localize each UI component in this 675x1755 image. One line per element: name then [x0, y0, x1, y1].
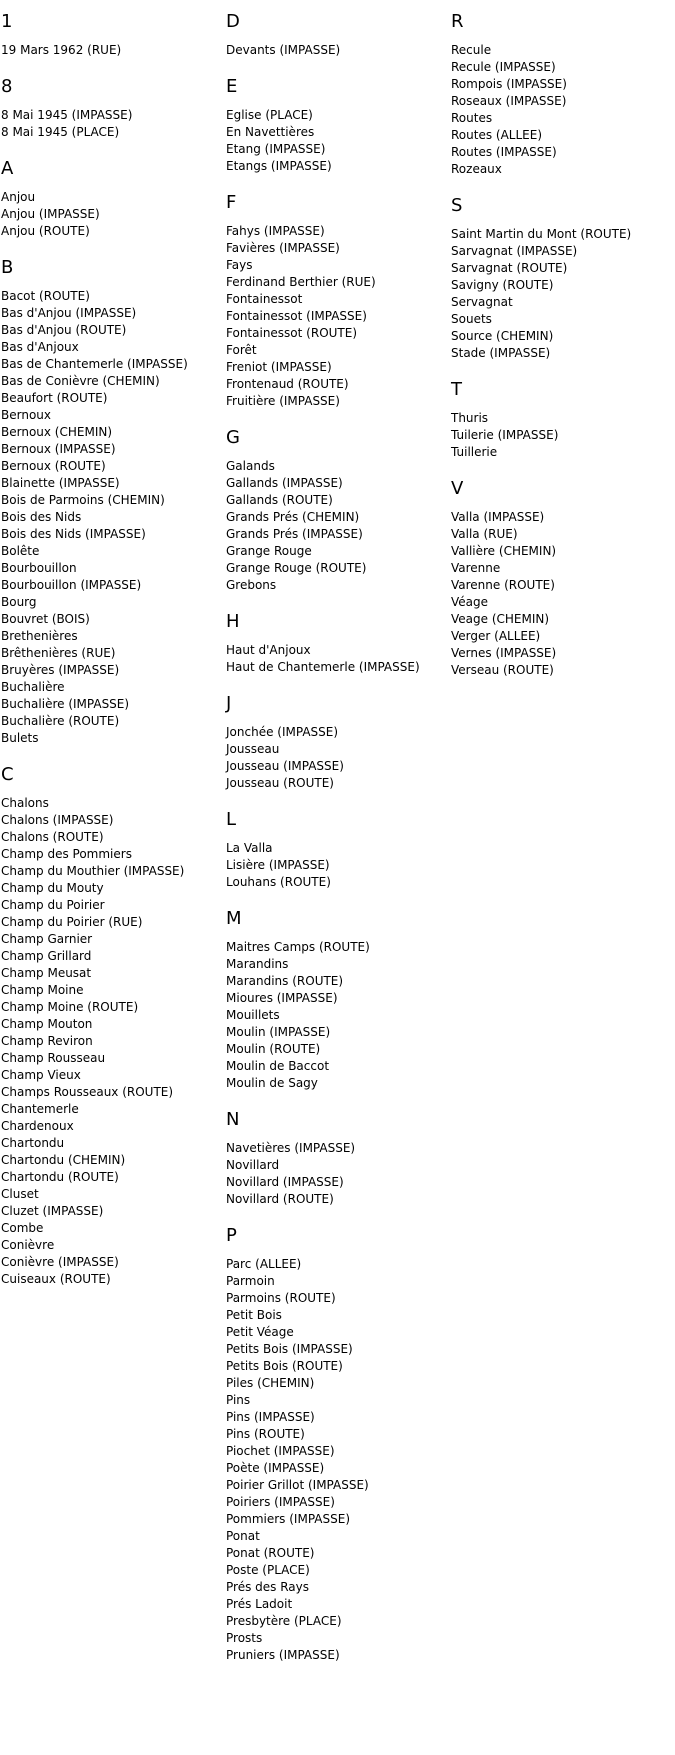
street-list — [451, 42, 671, 178]
street-link[interactable]: Eglise (PLACE) — [226, 108, 313, 122]
street-link[interactable]: Lisière (IMPASSE) — [226, 858, 330, 872]
street-link[interactable]: Source (CHEMIN) — [451, 329, 554, 343]
street-link[interactable]: Moulin de Sagy — [226, 1076, 318, 1090]
street-link[interactable]: Champ Rousseau — [1, 1051, 106, 1065]
street-link[interactable]: Bois de Parmoins (CHEMIN) — [1, 493, 165, 507]
street-link[interactable]: Bas de Chantemerle (IMPASSE) — [1, 357, 188, 371]
street-link[interactable]: Poète (IMPASSE) — [226, 1461, 325, 1475]
street-link[interactable]: Combe — [1, 1221, 44, 1235]
street-link[interactable]: Prés Ladoit — [226, 1597, 293, 1611]
street-link[interactable]: Routes (IMPASSE) — [451, 145, 557, 159]
street-link[interactable]: Buchalière (ROUTE) — [1, 714, 120, 728]
street-link[interactable]: Bourbouillon (IMPASSE) — [1, 578, 142, 592]
street-list — [226, 840, 446, 891]
street-list — [1, 107, 221, 141]
street-link[interactable]: Cluzet (IMPASSE) — [1, 1204, 104, 1218]
street-link[interactable]: Chantemerle — [1, 1102, 79, 1116]
letter-group — [451, 378, 671, 461]
street-link[interactable]: Louhans (ROUTE) — [226, 875, 331, 889]
street-link[interactable]: Veage (CHEMIN) — [451, 612, 550, 626]
letter-group — [1, 256, 221, 747]
street-list — [226, 1140, 446, 1208]
street-link[interactable]: Souets — [451, 312, 492, 326]
street-link[interactable]: Champ du Mouthier (IMPASSE) — [1, 864, 185, 878]
street-link[interactable]: Gallands (ROUTE) — [226, 493, 333, 507]
street-link[interactable]: Petit Véage — [226, 1325, 294, 1339]
street-link[interactable]: Pommiers (IMPASSE) — [226, 1512, 350, 1526]
street-list — [226, 223, 446, 410]
street-link[interactable]: Bolête — [1, 544, 40, 558]
street-link[interactable]: Brêthenières (RUE) — [1, 646, 116, 660]
street-list — [226, 642, 446, 676]
street-link[interactable]: Bernoux (IMPASSE) — [1, 442, 116, 456]
street-link[interactable]: Champ Moine — [1, 983, 84, 997]
street-link[interactable]: Bacot (ROUTE) — [1, 289, 90, 303]
letter-group — [1, 75, 221, 141]
street-link[interactable]: Bouvret (BOIS) — [1, 612, 90, 626]
letter-heading: R — [451, 11, 464, 32]
street-link[interactable]: Pruniers (IMPASSE) — [226, 1648, 340, 1662]
street-link[interactable]: Chalons — [1, 796, 49, 810]
street-link[interactable]: Buchalière (IMPASSE) — [1, 697, 130, 711]
street-link[interactable]: Stade (IMPASSE) — [451, 346, 551, 360]
street-link[interactable]: Frontenaud (ROUTE) — [226, 377, 349, 391]
street-link[interactable]: Chartondu (ROUTE) — [1, 1170, 119, 1184]
street-list — [451, 509, 671, 679]
street-link[interactable]: Poiriers (IMPASSE) — [226, 1495, 335, 1509]
letter-group — [226, 426, 446, 594]
street-link[interactable]: Grange Rouge — [226, 544, 312, 558]
street-link[interactable]: Cluset — [1, 1187, 39, 1201]
street-link[interactable]: Bernoux (ROUTE) — [1, 459, 106, 473]
street-link[interactable]: Conièvre (IMPASSE) — [1, 1255, 119, 1269]
street-link[interactable]: Routes (ALLEE) — [451, 128, 543, 142]
street-link[interactable]: Grands Prés (IMPASSE) — [226, 527, 363, 541]
street-link[interactable]: Navetières (IMPASSE) — [226, 1141, 356, 1155]
letter-heading: L — [226, 809, 237, 830]
street-link[interactable]: Maitres Camps (ROUTE) — [226, 940, 370, 954]
street-link[interactable]: Favières (IMPASSE) — [226, 241, 340, 255]
letter-heading: T — [451, 379, 462, 400]
street-link[interactable]: 8 Mai 1945 (PLACE) — [1, 125, 120, 139]
street-link[interactable]: Galands — [226, 459, 275, 473]
street-list — [226, 724, 446, 792]
street-link[interactable]: En Navettières — [226, 125, 315, 139]
street-link[interactable]: Etangs (IMPASSE) — [226, 159, 332, 173]
street-link[interactable]: Champ Moine (ROUTE) — [1, 1000, 139, 1014]
street-link[interactable]: La Valla — [226, 841, 273, 855]
street-link[interactable]: Champ Vieux — [1, 1068, 81, 1082]
letter-group — [226, 907, 446, 1092]
street-link[interactable]: Forêt — [226, 343, 257, 357]
letter-heading: J — [226, 693, 232, 714]
street-link[interactable]: Champ du Poirier (RUE) — [1, 915, 143, 929]
letter-heading: S — [451, 195, 463, 216]
street-link[interactable]: Chalons (IMPASSE) — [1, 813, 114, 827]
letter-heading: B — [1, 257, 14, 278]
street-link[interactable]: Novillard (ROUTE) — [226, 1192, 334, 1206]
street-link[interactable]: Pins (ROUTE) — [226, 1427, 305, 1441]
street-link[interactable]: Buchalière — [1, 680, 65, 694]
letter-group — [226, 191, 446, 410]
street-list — [226, 939, 446, 1092]
street-link[interactable]: Tuillerie — [451, 445, 498, 459]
letter-heading: E — [226, 76, 238, 97]
street-list — [1, 288, 221, 747]
street-link[interactable]: Marandins — [226, 957, 289, 971]
street-list — [451, 410, 671, 461]
letter-heading: M — [226, 908, 242, 929]
street-link[interactable]: Champ des Pommiers — [1, 847, 132, 861]
letter-heading: G — [226, 427, 240, 448]
street-link[interactable]: Bas d'Anjoux — [1, 340, 79, 354]
index-column-2 — [226, 10, 446, 1680]
street-link[interactable]: Bruyères (IMPASSE) — [1, 663, 120, 677]
letter-heading: 1 — [1, 11, 13, 32]
letter-heading: P — [226, 1225, 237, 1246]
street-link[interactable]: Novillard — [226, 1158, 280, 1172]
street-link[interactable]: Valla (IMPASSE) — [451, 510, 545, 524]
letter-group — [1, 10, 221, 59]
street-link[interactable]: Prosts — [226, 1631, 263, 1645]
index-column-1 — [1, 10, 221, 1304]
street-link[interactable]: Champ Garnier — [1, 932, 93, 946]
street-link[interactable]: Bois des Nids — [1, 510, 82, 524]
street-link[interactable]: Blainette (IMPASSE) — [1, 476, 120, 490]
street-link[interactable]: Petit Bois — [226, 1308, 282, 1322]
street-link[interactable]: Fontainessot (ROUTE) — [226, 326, 358, 340]
street-link[interactable]: Brethenières — [1, 629, 78, 643]
street-link[interactable]: Pins (IMPASSE) — [226, 1410, 315, 1424]
street-link[interactable]: Valla (RUE) — [451, 527, 518, 541]
street-link[interactable]: Moulin de Baccot — [226, 1059, 330, 1073]
street-link[interactable]: Véage — [451, 595, 489, 609]
street-link[interactable]: Petits Bois (ROUTE) — [226, 1359, 343, 1373]
street-link[interactable]: 19 Mars 1962 (RUE) — [1, 43, 122, 57]
street-link[interactable]: Chardenoux — [1, 1119, 74, 1133]
street-link[interactable]: Freniot (IMPASSE) — [226, 360, 332, 374]
street-link[interactable]: Prés des Rays — [226, 1580, 309, 1594]
street-link[interactable]: Conièvre — [1, 1238, 55, 1252]
street-link[interactable]: Rozeaux — [451, 162, 502, 176]
street-link[interactable]: Poirier Grillot (IMPASSE) — [226, 1478, 369, 1492]
street-link[interactable]: Servagnat — [451, 295, 513, 309]
street-link[interactable]: Bois des Nids (IMPASSE) — [1, 527, 146, 541]
street-link[interactable]: Beaufort (ROUTE) — [1, 391, 108, 405]
street-link[interactable]: Haut de Chantemerle (IMPASSE) — [226, 660, 420, 674]
street-link[interactable]: Bulets — [1, 731, 39, 745]
street-link[interactable]: Mouillets — [226, 1008, 280, 1022]
street-list — [226, 458, 446, 594]
street-link[interactable]: Chartondu — [1, 1136, 65, 1150]
street-link[interactable]: Champ du Mouty — [1, 881, 104, 895]
street-link[interactable]: Verseau (ROUTE) — [451, 663, 554, 677]
street-link[interactable]: Fontainessot — [226, 292, 303, 306]
street-list — [226, 107, 446, 175]
street-link[interactable]: Haut d'Anjoux — [226, 643, 311, 657]
street-link[interactable]: Anjou — [1, 190, 36, 204]
street-link[interactable]: Verger (ALLEE) — [451, 629, 541, 643]
street-link[interactable]: Bourg — [1, 595, 37, 609]
street-link[interactable]: Saint Martin du Mont (ROUTE) — [451, 227, 632, 241]
street-link[interactable]: Anjou (IMPASSE) — [1, 207, 100, 221]
street-link[interactable]: Champ Reviron — [1, 1034, 93, 1048]
street-link[interactable]: Bas d'Anjou (ROUTE) — [1, 323, 127, 337]
letter-group — [1, 763, 221, 1288]
street-link[interactable]: Marandins (ROUTE) — [226, 974, 344, 988]
letter-heading: F — [226, 192, 237, 213]
street-link[interactable]: Fontainessot (IMPASSE) — [226, 309, 367, 323]
street-link[interactable]: Tuilerie (IMPASSE) — [451, 428, 559, 442]
street-link[interactable]: Mioures (IMPASSE) — [226, 991, 338, 1005]
letter-heading: D — [226, 11, 240, 32]
street-link[interactable]: Champ du Poirier — [1, 898, 105, 912]
street-link[interactable]: Moulin (ROUTE) — [226, 1042, 321, 1056]
street-link[interactable]: Chalons (ROUTE) — [1, 830, 104, 844]
street-link[interactable]: Grebons — [226, 578, 277, 592]
street-link[interactable]: Routes — [451, 111, 493, 125]
street-list — [1, 42, 221, 59]
street-link[interactable]: Roseaux (IMPASSE) — [451, 94, 567, 108]
street-link[interactable]: Ferdinand Berthier (RUE) — [226, 275, 376, 289]
street-link[interactable]: Parmoin — [226, 1274, 275, 1288]
street-link[interactable]: Devants (IMPASSE) — [226, 43, 341, 57]
street-link[interactable]: Piochet (IMPASSE) — [226, 1444, 335, 1458]
street-list — [1, 795, 221, 1288]
letter-heading: C — [1, 764, 14, 785]
street-link[interactable]: Sarvagnat (ROUTE) — [451, 261, 568, 275]
street-link[interactable]: Parmoins (ROUTE) — [226, 1291, 336, 1305]
street-link[interactable]: Thuris — [451, 411, 489, 425]
street-link[interactable]: Jousseau (IMPASSE) — [226, 759, 344, 773]
street-link[interactable]: Piles (CHEMIN) — [226, 1376, 315, 1390]
street-link[interactable]: Bas de Conièvre (CHEMIN) — [1, 374, 160, 388]
street-link[interactable]: Grands Prés (CHEMIN) — [226, 510, 360, 524]
letter-group — [226, 1108, 446, 1208]
letter-heading: A — [1, 158, 14, 179]
street-list — [226, 42, 446, 59]
street-link[interactable]: Moulin (IMPASSE) — [226, 1025, 331, 1039]
street-link[interactable]: Grange Rouge (ROUTE) — [226, 561, 367, 575]
street-link[interactable]: Fays — [226, 258, 253, 272]
letter-group — [226, 610, 446, 676]
street-list — [451, 226, 671, 362]
street-link[interactable]: Champs Rousseaux (ROUTE) — [1, 1085, 174, 1099]
street-link[interactable]: Vernes (IMPASSE) — [451, 646, 557, 660]
street-link[interactable]: Jousseau (ROUTE) — [226, 776, 334, 790]
street-link[interactable]: Anjou (ROUTE) — [1, 224, 90, 238]
street-link[interactable]: Jonchée (IMPASSE) — [226, 725, 339, 739]
street-link[interactable]: Gallands (IMPASSE) — [226, 476, 343, 490]
letter-group — [226, 808, 446, 891]
street-link[interactable]: Pins — [226, 1393, 251, 1407]
street-link[interactable]: Etang (IMPASSE) — [226, 142, 326, 156]
street-link[interactable]: Fahys (IMPASSE) — [226, 224, 325, 238]
street-link[interactable]: Novillard (IMPASSE) — [226, 1175, 344, 1189]
letter-heading: V — [451, 478, 464, 499]
letter-group — [451, 194, 671, 362]
street-link[interactable]: Recule — [451, 43, 492, 57]
street-link[interactable]: Cuiseaux (ROUTE) — [1, 1272, 111, 1286]
street-link[interactable]: Champ Meusat — [1, 966, 92, 980]
street-list — [226, 1256, 446, 1664]
street-link[interactable]: 8 Mai 1945 (IMPASSE) — [1, 108, 133, 122]
street-link[interactable]: Savigny (ROUTE) — [451, 278, 554, 292]
street-link[interactable]: Vallière (CHEMIN) — [451, 544, 557, 558]
street-list — [1, 189, 221, 240]
street-link[interactable]: Varenne — [451, 561, 501, 575]
index-column-3 — [451, 10, 671, 695]
letter-group — [226, 692, 446, 792]
street-link[interactable]: Varenne (ROUTE) — [451, 578, 555, 592]
letter-group — [451, 10, 671, 178]
street-link[interactable]: Parc (ALLEE) — [226, 1257, 302, 1271]
letter-group — [226, 1224, 446, 1664]
street-link[interactable]: Ponat (ROUTE) — [226, 1546, 315, 1560]
letter-group — [1, 157, 221, 240]
street-link[interactable]: Champ Mouton — [1, 1017, 93, 1031]
street-link[interactable]: Bourbouillon — [1, 561, 77, 575]
street-link[interactable]: Champ Grillard — [1, 949, 92, 963]
street-link[interactable]: Bernoux — [1, 408, 51, 422]
street-link[interactable]: Sarvagnat (IMPASSE) — [451, 244, 578, 258]
street-link[interactable]: Bas d'Anjou (IMPASSE) — [1, 306, 137, 320]
street-link[interactable]: Rompois (IMPASSE) — [451, 77, 567, 91]
street-link[interactable]: Bernoux (CHEMIN) — [1, 425, 113, 439]
street-link[interactable]: Poste (PLACE) — [226, 1563, 310, 1577]
letter-group — [451, 477, 671, 679]
street-link[interactable]: Chartondu (CHEMIN) — [1, 1153, 126, 1167]
letter-heading: H — [226, 611, 240, 632]
letter-heading: 8 — [1, 76, 13, 97]
letter-group — [226, 10, 446, 59]
street-link[interactable]: Petits Bois (IMPASSE) — [226, 1342, 353, 1356]
street-link[interactable]: Fruitière (IMPASSE) — [226, 394, 340, 408]
street-link[interactable]: Ponat — [226, 1529, 260, 1543]
letter-group — [226, 75, 446, 175]
street-link[interactable]: Presbytère (PLACE) — [226, 1614, 342, 1628]
street-link[interactable]: Jousseau — [226, 742, 280, 756]
street-link[interactable]: Recule (IMPASSE) — [451, 60, 556, 74]
letter-heading: N — [226, 1109, 240, 1130]
